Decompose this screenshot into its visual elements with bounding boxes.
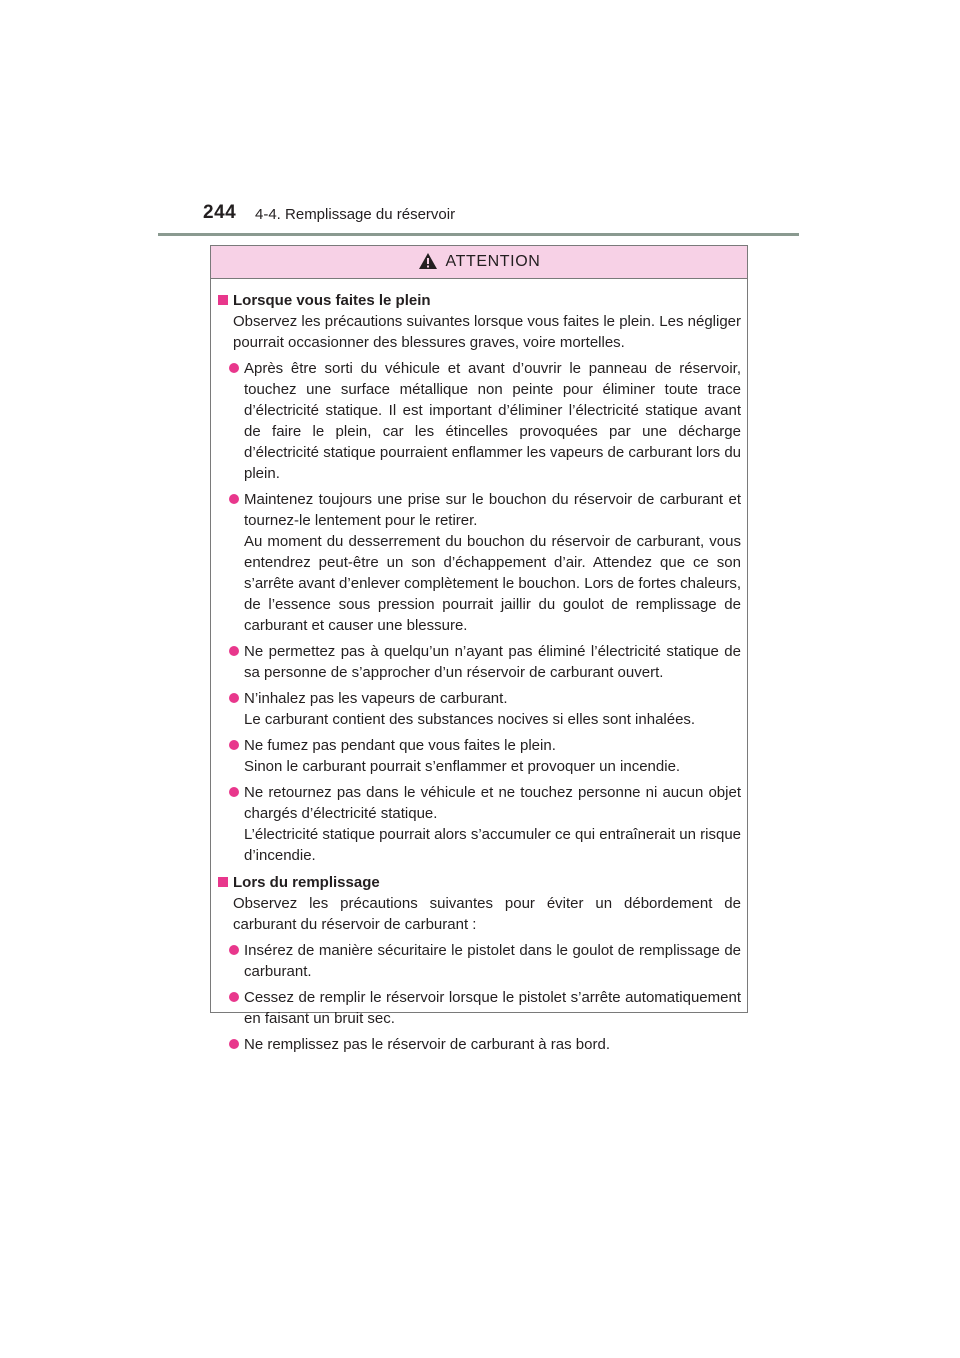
section-heading-text: Lors du remplissage bbox=[233, 874, 380, 891]
bullet-item bbox=[215, 940, 741, 982]
bullet-body bbox=[244, 782, 741, 866]
round-bullet-icon bbox=[229, 740, 239, 750]
section-heading bbox=[215, 290, 741, 311]
bullet-body bbox=[244, 1034, 741, 1055]
bullet-text: Maintenez toujours une prise sur le bouchon du réservoir de carburant et tournez-le lentement pour le retirer. bbox=[244, 491, 741, 529]
warning-box bbox=[210, 245, 748, 1053]
section-intro: Observez les précautions suivantes lorsque vous faites le plein. Les négliger pourrait occasionner des blessures graves, voire mortelles. bbox=[233, 313, 741, 351]
bullet-text: Ne fumez pas pendant que vous faites le plein. bbox=[244, 737, 556, 754]
section-heading bbox=[215, 872, 741, 893]
warning-content bbox=[211, 279, 747, 1055]
bullet-item bbox=[215, 358, 741, 484]
round-bullet-icon bbox=[229, 363, 239, 373]
bullet-text: N’inhalez pas les vapeurs de carburant. bbox=[244, 690, 508, 707]
bullet-text: Ne retournez pas dans le véhicule et ne touchez personne ni aucun objet chargés d’électricité statique. bbox=[244, 784, 741, 822]
round-bullet-icon bbox=[229, 693, 239, 703]
bullet-text: Au moment du desserrement du bouchon du réservoir de carburant, vous entendrez peut-être un son d’échappement d’air. Attendez que ce son s’arrête avant d’enlever complètement le bouchon. Lors de fortes chaleurs, de l’essence sous pression pourrait jaillir du goulot de remplissage de carburant et causer une blessure. bbox=[244, 533, 741, 634]
bullet-body bbox=[244, 735, 741, 777]
bullet-item bbox=[215, 987, 741, 1029]
bullet-body bbox=[244, 940, 741, 982]
warning-section bbox=[215, 872, 741, 1055]
bullet-item bbox=[215, 688, 741, 730]
bullet-body bbox=[244, 641, 741, 683]
bullet-item bbox=[215, 735, 741, 777]
section-heading-text: Lorsque vous faites le plein bbox=[233, 292, 431, 309]
square-bullet-icon bbox=[218, 877, 228, 887]
bullet-body bbox=[244, 489, 741, 636]
bullet-body bbox=[244, 688, 741, 730]
bullet-text: Le carburant contient des substances nocives si elles sont inhalées. bbox=[244, 711, 696, 728]
round-bullet-icon bbox=[229, 646, 239, 656]
bullet-text: Après être sorti du véhicule et avant d’ouvrir le panneau de réservoir, touchez une surface métallique non peinte pour éliminer toute trace d’électricité statique. Il est important d’éliminer l’électricité statique avant de faire le plein, car les étincelles provoquées par une décharge d’électricité statique pourraient enflammer les vapeurs de carburant lors du plein. bbox=[244, 360, 741, 482]
bullet-text: Sinon le carburant pourrait s’enflammer et provoquer un incendie. bbox=[244, 758, 681, 775]
warning-title: ATTENTION bbox=[445, 253, 541, 270]
warning-triangle-icon bbox=[418, 252, 438, 270]
bullet-text: Ne permettez pas à quelqu’un n’ayant pas éliminé l’électricité statique de sa personne de s’approcher d’un réservoir de carburant ouvert. bbox=[244, 643, 741, 681]
header-rule bbox=[158, 233, 799, 236]
round-bullet-icon bbox=[229, 992, 239, 1002]
bullet-text: Insérez de manière sécuritaire le pistolet dans le goulot de remplissage de carburant. bbox=[244, 942, 741, 980]
bullet-text: L’électricité statique pourrait alors s’accumuler ce qui entraînerait un risque d’incendie. bbox=[244, 826, 741, 864]
square-bullet-icon bbox=[218, 295, 228, 305]
page-number: 244 bbox=[203, 202, 237, 223]
round-bullet-icon bbox=[229, 787, 239, 797]
bullet-body bbox=[244, 987, 741, 1029]
warning-section bbox=[215, 290, 741, 866]
bullet-body bbox=[244, 358, 741, 484]
bullet-text: Cessez de remplir le réservoir lorsque le pistolet s’arrête automatiquement en faisant un bruit sec. bbox=[244, 989, 741, 1027]
round-bullet-icon bbox=[229, 494, 239, 504]
round-bullet-icon bbox=[229, 1039, 239, 1049]
section-intro: Observez les précautions suivantes pour éviter un débordement de carburant du réservoir de carburant : bbox=[233, 895, 741, 933]
bullet-item bbox=[215, 641, 741, 683]
warning-header bbox=[211, 246, 747, 279]
bullet-item bbox=[215, 782, 741, 866]
section-title: 4-4. Remplissage du réservoir bbox=[255, 206, 456, 223]
round-bullet-icon bbox=[229, 945, 239, 955]
bullet-text: Ne remplissez pas le réservoir de carburant à ras bord. bbox=[244, 1036, 610, 1053]
bullet-item bbox=[215, 1034, 741, 1055]
bullet-item bbox=[215, 489, 741, 636]
